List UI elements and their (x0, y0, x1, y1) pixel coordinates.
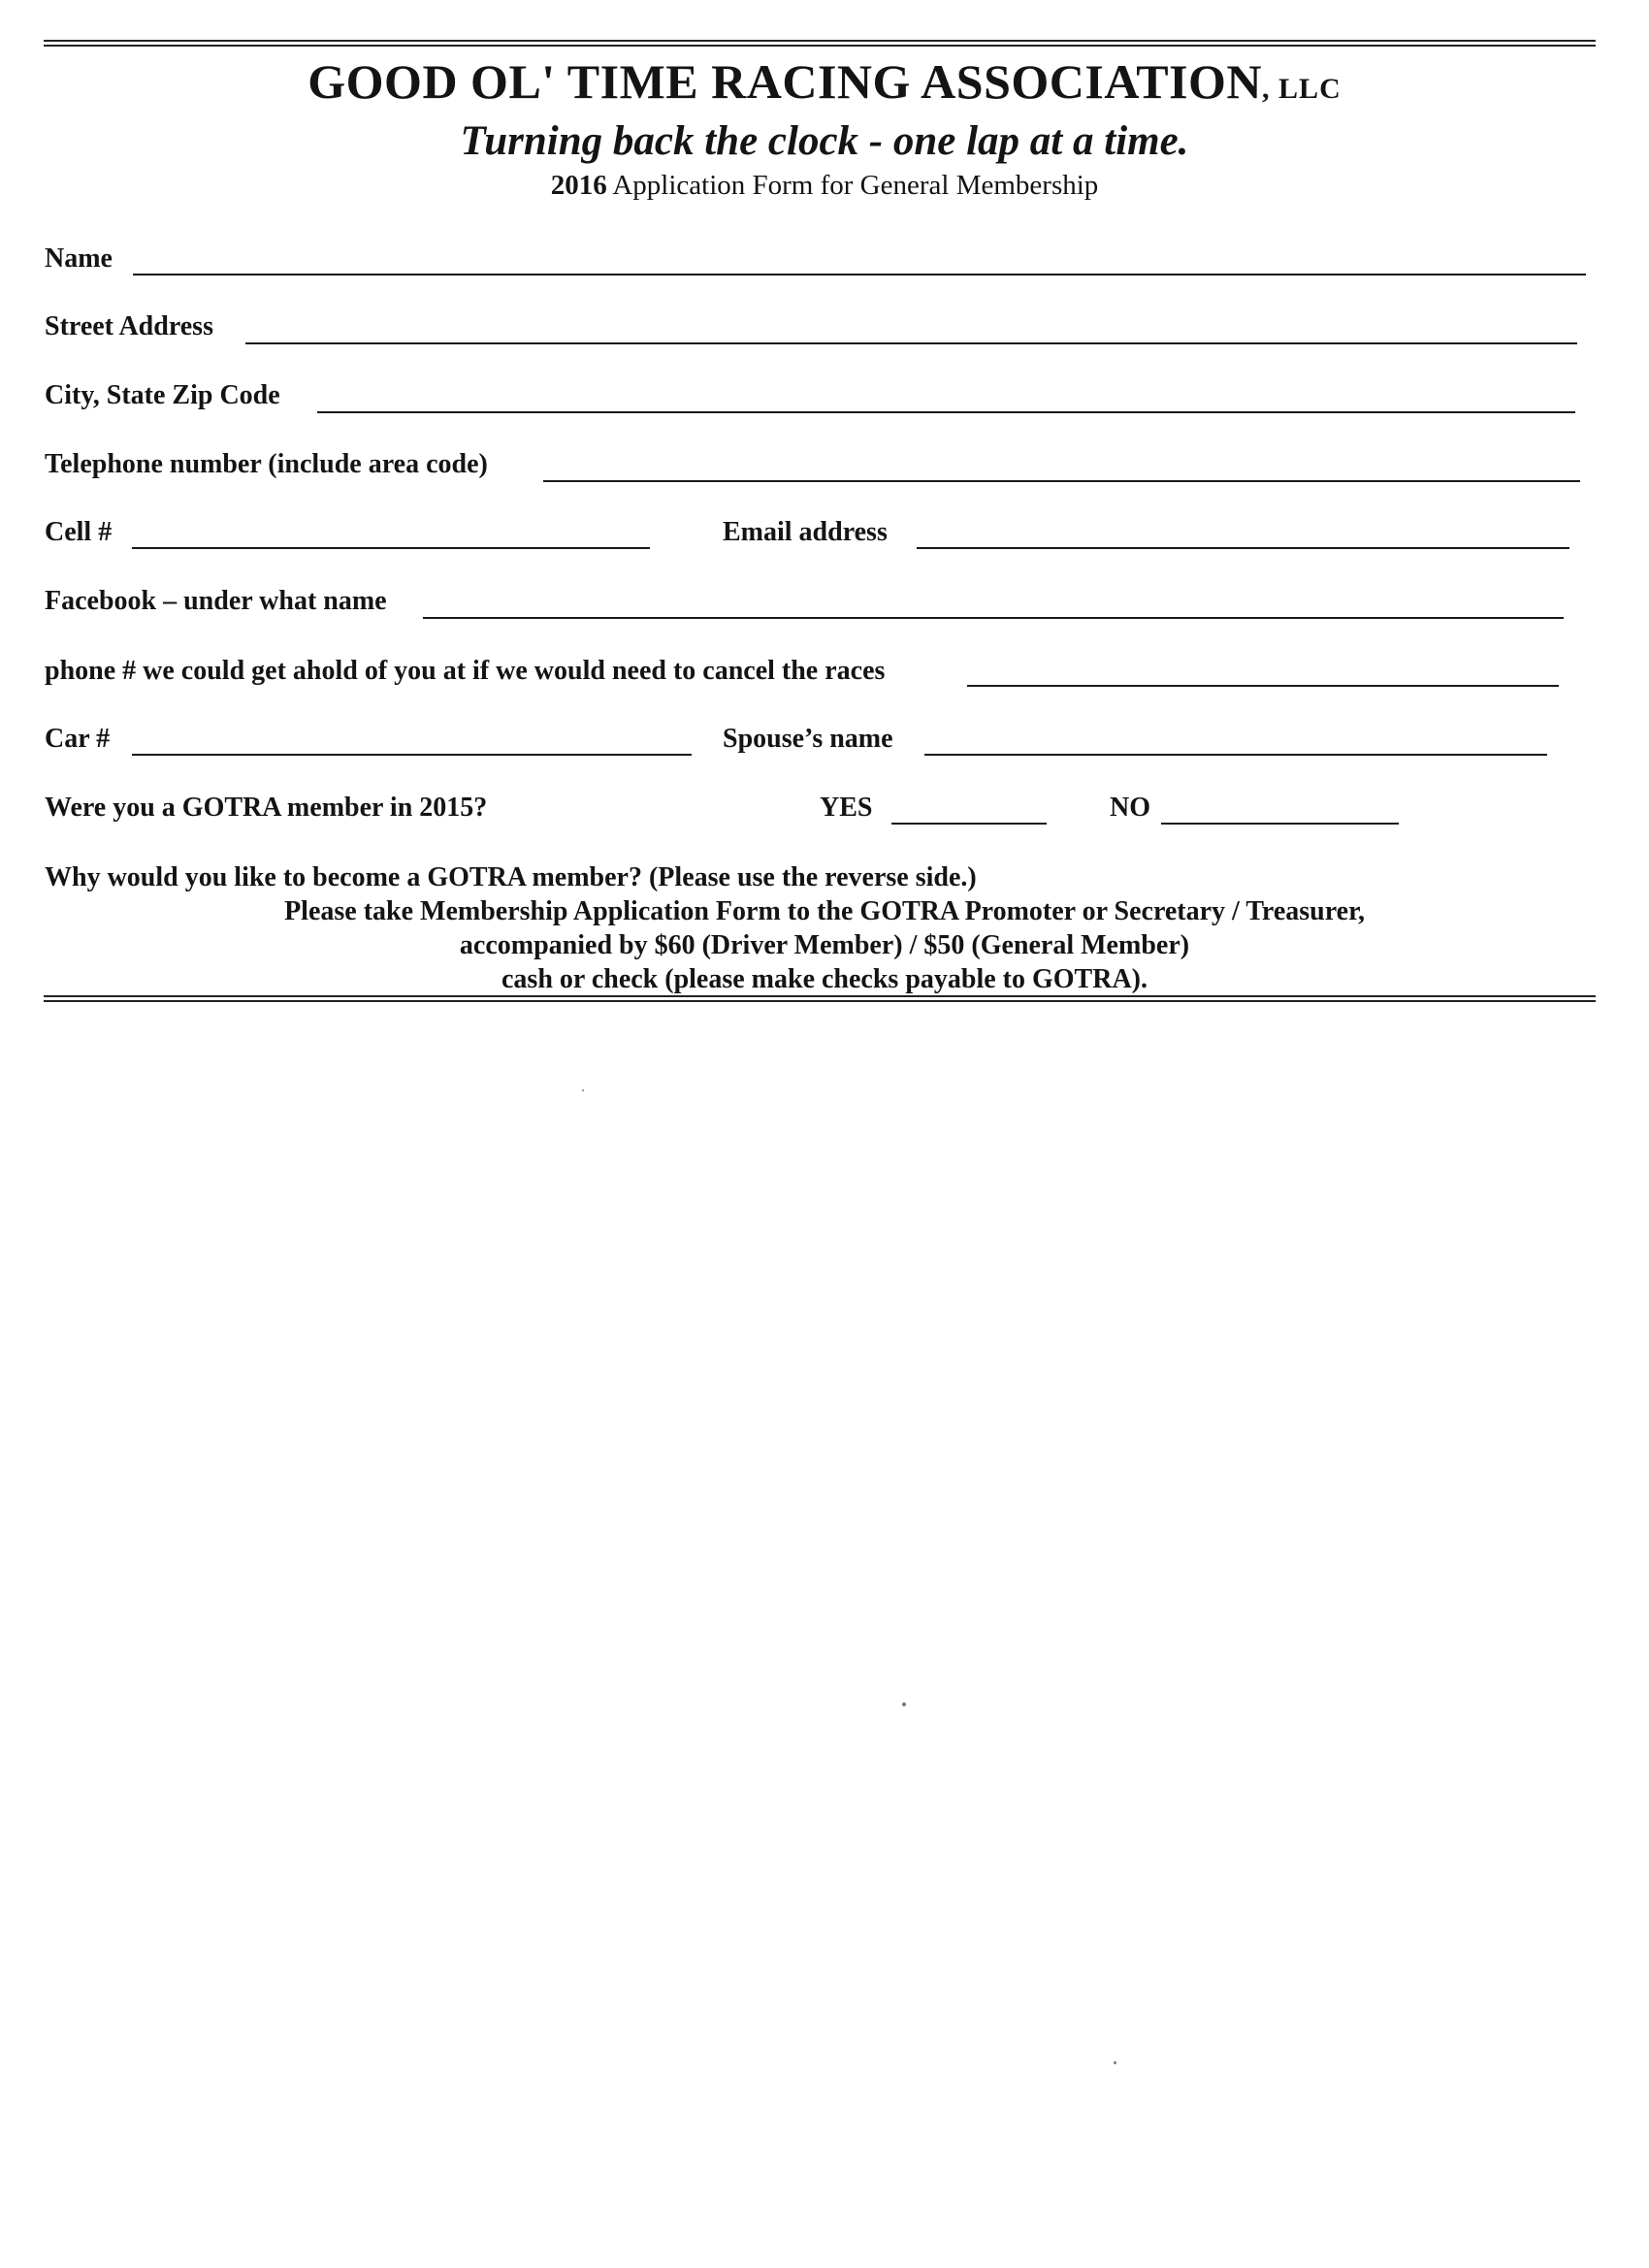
car-number-field[interactable] (132, 754, 692, 756)
scan-speck (582, 1089, 584, 1091)
facebook-label: Facebook – under what name (45, 586, 387, 616)
form-year: 2016 (550, 170, 607, 201)
form-subtitle (0, 167, 1649, 204)
email-field[interactable] (917, 547, 1569, 549)
spouse-name-label: Spouse’s name (723, 724, 893, 754)
spouse-name-field[interactable] (924, 754, 1547, 756)
car-number-label: Car # (45, 724, 111, 754)
scan-speck (1114, 2061, 1116, 2064)
name-field[interactable] (133, 274, 1586, 275)
scan-speck (902, 1702, 906, 1706)
organization-name: GOOD OL' TIME RACING ASSOCIATION (307, 54, 1263, 109)
name-label: Name (45, 243, 113, 274)
no-label: NO (1110, 793, 1150, 823)
top-double-rule (44, 40, 1596, 47)
bottom-double-rule (44, 995, 1596, 1002)
cancel-phone-field[interactable] (967, 685, 1559, 687)
organization-title (0, 50, 1649, 120)
cell-field[interactable] (132, 547, 650, 549)
member-2015-question: Were you a GOTRA member in 2015? (45, 793, 488, 823)
yes-field[interactable] (891, 823, 1047, 825)
yes-label: YES (820, 793, 873, 823)
why-member-question: Why would you like to become a GOTRA member? (Please use the reverse side.) (45, 862, 977, 892)
telephone-field[interactable] (543, 480, 1580, 482)
city-state-zip-field[interactable] (317, 411, 1575, 413)
no-field[interactable] (1161, 823, 1399, 825)
city-state-zip-label: City, State Zip Code (45, 380, 280, 410)
tagline: Turning back the clock - one lap at a time. (460, 118, 1189, 164)
facebook-field[interactable] (423, 617, 1564, 619)
email-label: Email address (723, 517, 888, 547)
telephone-label: Telephone number (include area code) (45, 449, 488, 479)
instruction-line-2: accompanied by $60 (Driver Member) / $50 (General Member) (459, 930, 1190, 960)
instruction-line-3: cash or check (please make checks payable to GOTRA). (501, 964, 1148, 994)
street-address-field[interactable] (245, 342, 1577, 344)
form-subtitle-text: Application Form for General Membership (606, 170, 1099, 201)
cancel-phone-label: phone # we could get ahold of you at if we would need to cancel the races (45, 656, 886, 686)
cell-label: Cell # (45, 517, 113, 547)
street-address-label: Street Address (45, 311, 213, 341)
organization-suffix: , LLC (1262, 73, 1342, 105)
instruction-line-1: Please take Membership Application Form to the GOTRA Promoter or Secretary / Treasurer, (284, 896, 1365, 926)
